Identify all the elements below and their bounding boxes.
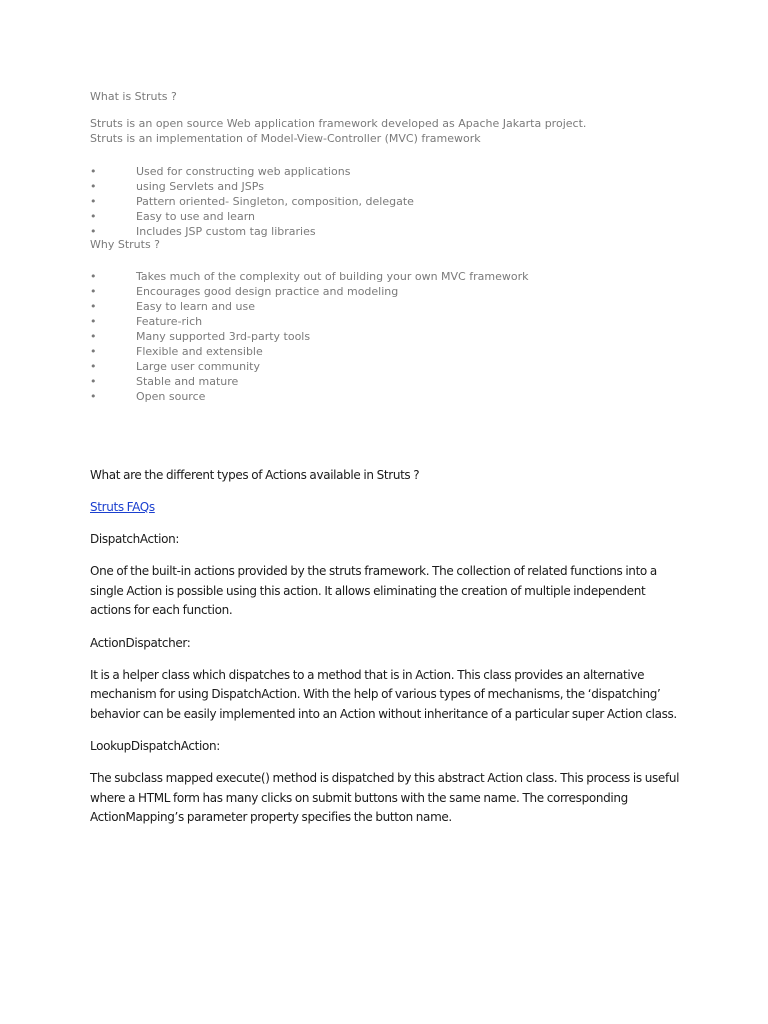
list-item-text: Takes much of the complexity out of building your own MVC framework — [136, 270, 529, 283]
actions-types-question: What are the different types of Actions available in Struts ? — [90, 468, 420, 482]
bullet-icon: • — [90, 210, 97, 223]
struts-intro-paragraph — [90, 116, 730, 146]
list-item — [90, 389, 730, 404]
bullet-icon: • — [90, 360, 97, 373]
bullet-icon: • — [90, 180, 97, 193]
lookup-dispatch-action-paragraph — [90, 769, 690, 828]
bullet-icon: • — [90, 375, 97, 388]
paragraph-line: behavior can be easily implemented into an Action without inheritance of a particular super Action class. — [90, 706, 677, 721]
bullet-icon: • — [90, 270, 97, 283]
list-item — [90, 284, 730, 299]
list-item — [90, 374, 730, 389]
dispatch-action-heading: DispatchAction: — [90, 532, 180, 546]
paragraph-line: One of the built-in actions provided by the struts framework. The collection of related functions into a — [90, 564, 657, 578]
list-item-text: Pattern oriented- Singleton, composition, delegate — [136, 195, 414, 208]
list-item — [90, 269, 730, 284]
list-item — [90, 359, 730, 374]
list-item-text: Many supported 3rd-party tools — [136, 330, 311, 343]
list-item-text: Stable and mature — [136, 375, 239, 388]
bullet-icon: • — [90, 285, 97, 298]
list-item — [90, 179, 730, 194]
why-struts-list — [90, 269, 730, 404]
bullet-icon: • — [90, 165, 97, 178]
struts-faqs-link[interactable]: Struts FAQs — [90, 500, 155, 514]
paragraph-line: It is a helper class which dispatches to a method that is in Action. This class provides an alternative — [90, 667, 645, 682]
action-dispatcher-paragraph — [90, 666, 690, 725]
bullet-icon: • — [90, 345, 97, 358]
what-is-struts-heading: What is Struts ? — [90, 90, 177, 103]
list-item — [90, 224, 730, 239]
struts-intro-section — [90, 89, 730, 404]
bullet-icon: • — [90, 315, 97, 328]
list-item-text: Easy to learn and use — [136, 300, 255, 313]
list-item-text: Used for constructing web applications — [136, 165, 351, 178]
paragraph-line: mechanism for using DispatchAction. With the help of various types of mechanisms, the ‘dispatching’ — [90, 687, 661, 701]
why-struts-heading: Why Struts ? — [90, 238, 161, 251]
list-item — [90, 209, 730, 224]
bullet-icon: • — [90, 390, 97, 403]
list-item-text: Feature-rich — [136, 315, 203, 328]
list-item-text: using Servlets and JSPs — [136, 180, 264, 193]
list-item — [90, 164, 730, 179]
list-item — [90, 299, 730, 314]
what-is-struts-list — [90, 164, 730, 239]
paragraph-line: actions for each function. — [90, 603, 233, 617]
intro-line: Struts is an open source Web application framework developed as Apache Jakarta project. — [90, 117, 587, 130]
bullet-icon: • — [90, 225, 97, 238]
struts-actions-section — [90, 466, 690, 828]
list-item — [90, 344, 730, 359]
list-item — [90, 194, 730, 209]
list-item-text: Flexible and extensible — [136, 345, 263, 358]
lookup-dispatch-action-heading: LookupDispatchAction: — [90, 739, 220, 753]
bullet-icon: • — [90, 195, 97, 208]
list-item — [90, 329, 730, 344]
paragraph-line: The subclass mapped execute() method is dispatched by this abstract Action class. This process is useful — [90, 771, 680, 785]
bullet-icon: • — [90, 300, 97, 313]
action-dispatcher-heading: ActionDispatcher: — [90, 635, 191, 650]
list-item-text: Large user community — [136, 360, 260, 373]
paragraph-line: ActionMapping’s parameter property specifies the button name. — [90, 810, 452, 824]
paragraph-line: where a HTML form has many clicks on submit buttons with the same name. The corresponding — [90, 790, 628, 805]
list-item-text: Easy to use and learn — [136, 210, 255, 223]
paragraph-line: single Action is possible using this action. It allows eliminating the creation of multiple independent — [90, 583, 646, 598]
list-item-text: Open source — [136, 390, 206, 403]
dispatch-action-paragraph — [90, 562, 690, 621]
struts-faqs-paragraph — [90, 498, 690, 517]
list-item-text: Includes JSP custom tag libraries — [136, 225, 316, 238]
list-item — [90, 314, 730, 329]
intro-line: Struts is an implementation of Model-View-Controller (MVC) framework — [90, 132, 481, 145]
bullet-icon: • — [90, 330, 97, 343]
list-item-text: Encourages good design practice and modeling — [136, 285, 399, 298]
